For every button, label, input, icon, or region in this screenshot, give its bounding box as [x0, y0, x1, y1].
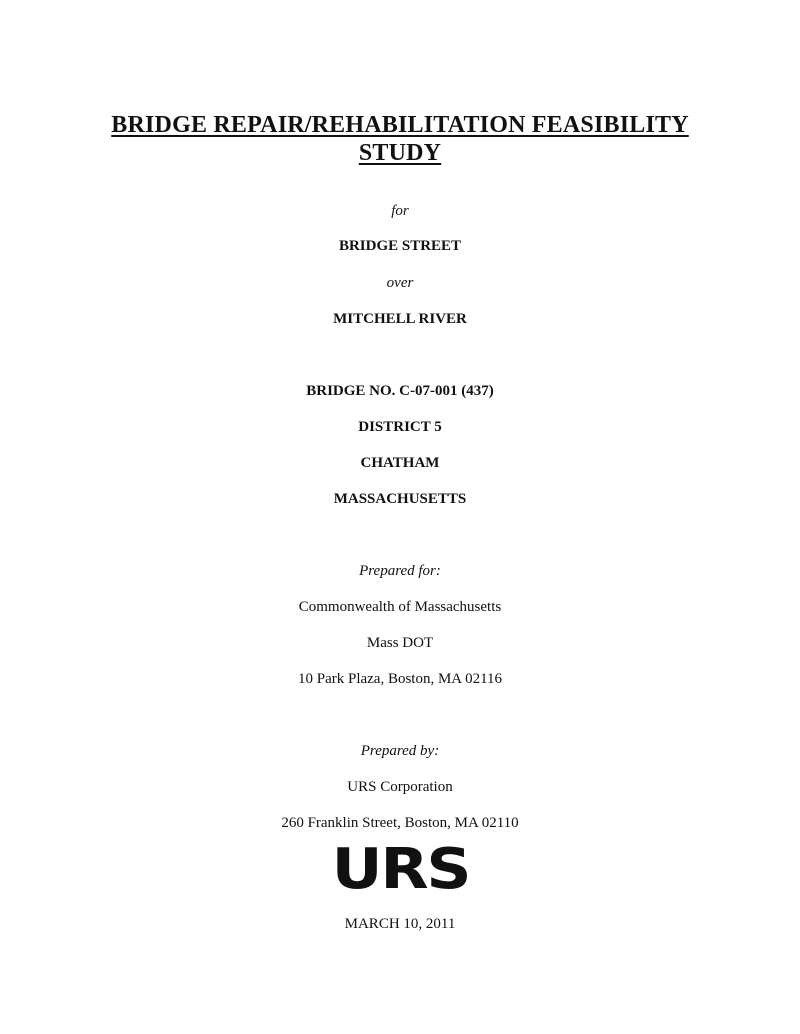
prepared-for-dept: Mass DOT	[366, 635, 434, 651]
urs-logo	[0, 837, 800, 902]
urs-logo-text: URS	[331, 837, 469, 902]
prepared-by-address: 260 Franklin Street, Boston, MA 02110	[281, 815, 519, 831]
for-label: for	[391, 203, 409, 219]
river-name: MITCHELL RIVER	[333, 311, 467, 327]
prepared-for-org: Commonwealth of Massachusetts	[298, 599, 502, 615]
district: DISTRICT 5	[358, 419, 442, 435]
prepared-for-label: Prepared for:	[359, 563, 441, 579]
title-line-1: BRIDGE REPAIR/REHABILITATION FEASIBILITY	[111, 112, 689, 138]
title-line-2: STUDY	[358, 140, 442, 166]
prepared-by-label: Prepared by:	[360, 743, 440, 759]
report-date: MARCH 10, 2011	[344, 916, 456, 932]
prepared-for-address: 10 Park Plaza, Boston, MA 02116	[297, 671, 503, 687]
state: MASSACHUSETTS	[333, 491, 467, 507]
over-label: over	[386, 275, 414, 291]
town: CHATHAM	[360, 455, 440, 471]
bridge-number: BRIDGE NO. C-07-001 (437)	[306, 383, 494, 399]
prepared-by-org: URS Corporation	[347, 779, 453, 795]
street-name: BRIDGE STREET	[338, 238, 462, 254]
